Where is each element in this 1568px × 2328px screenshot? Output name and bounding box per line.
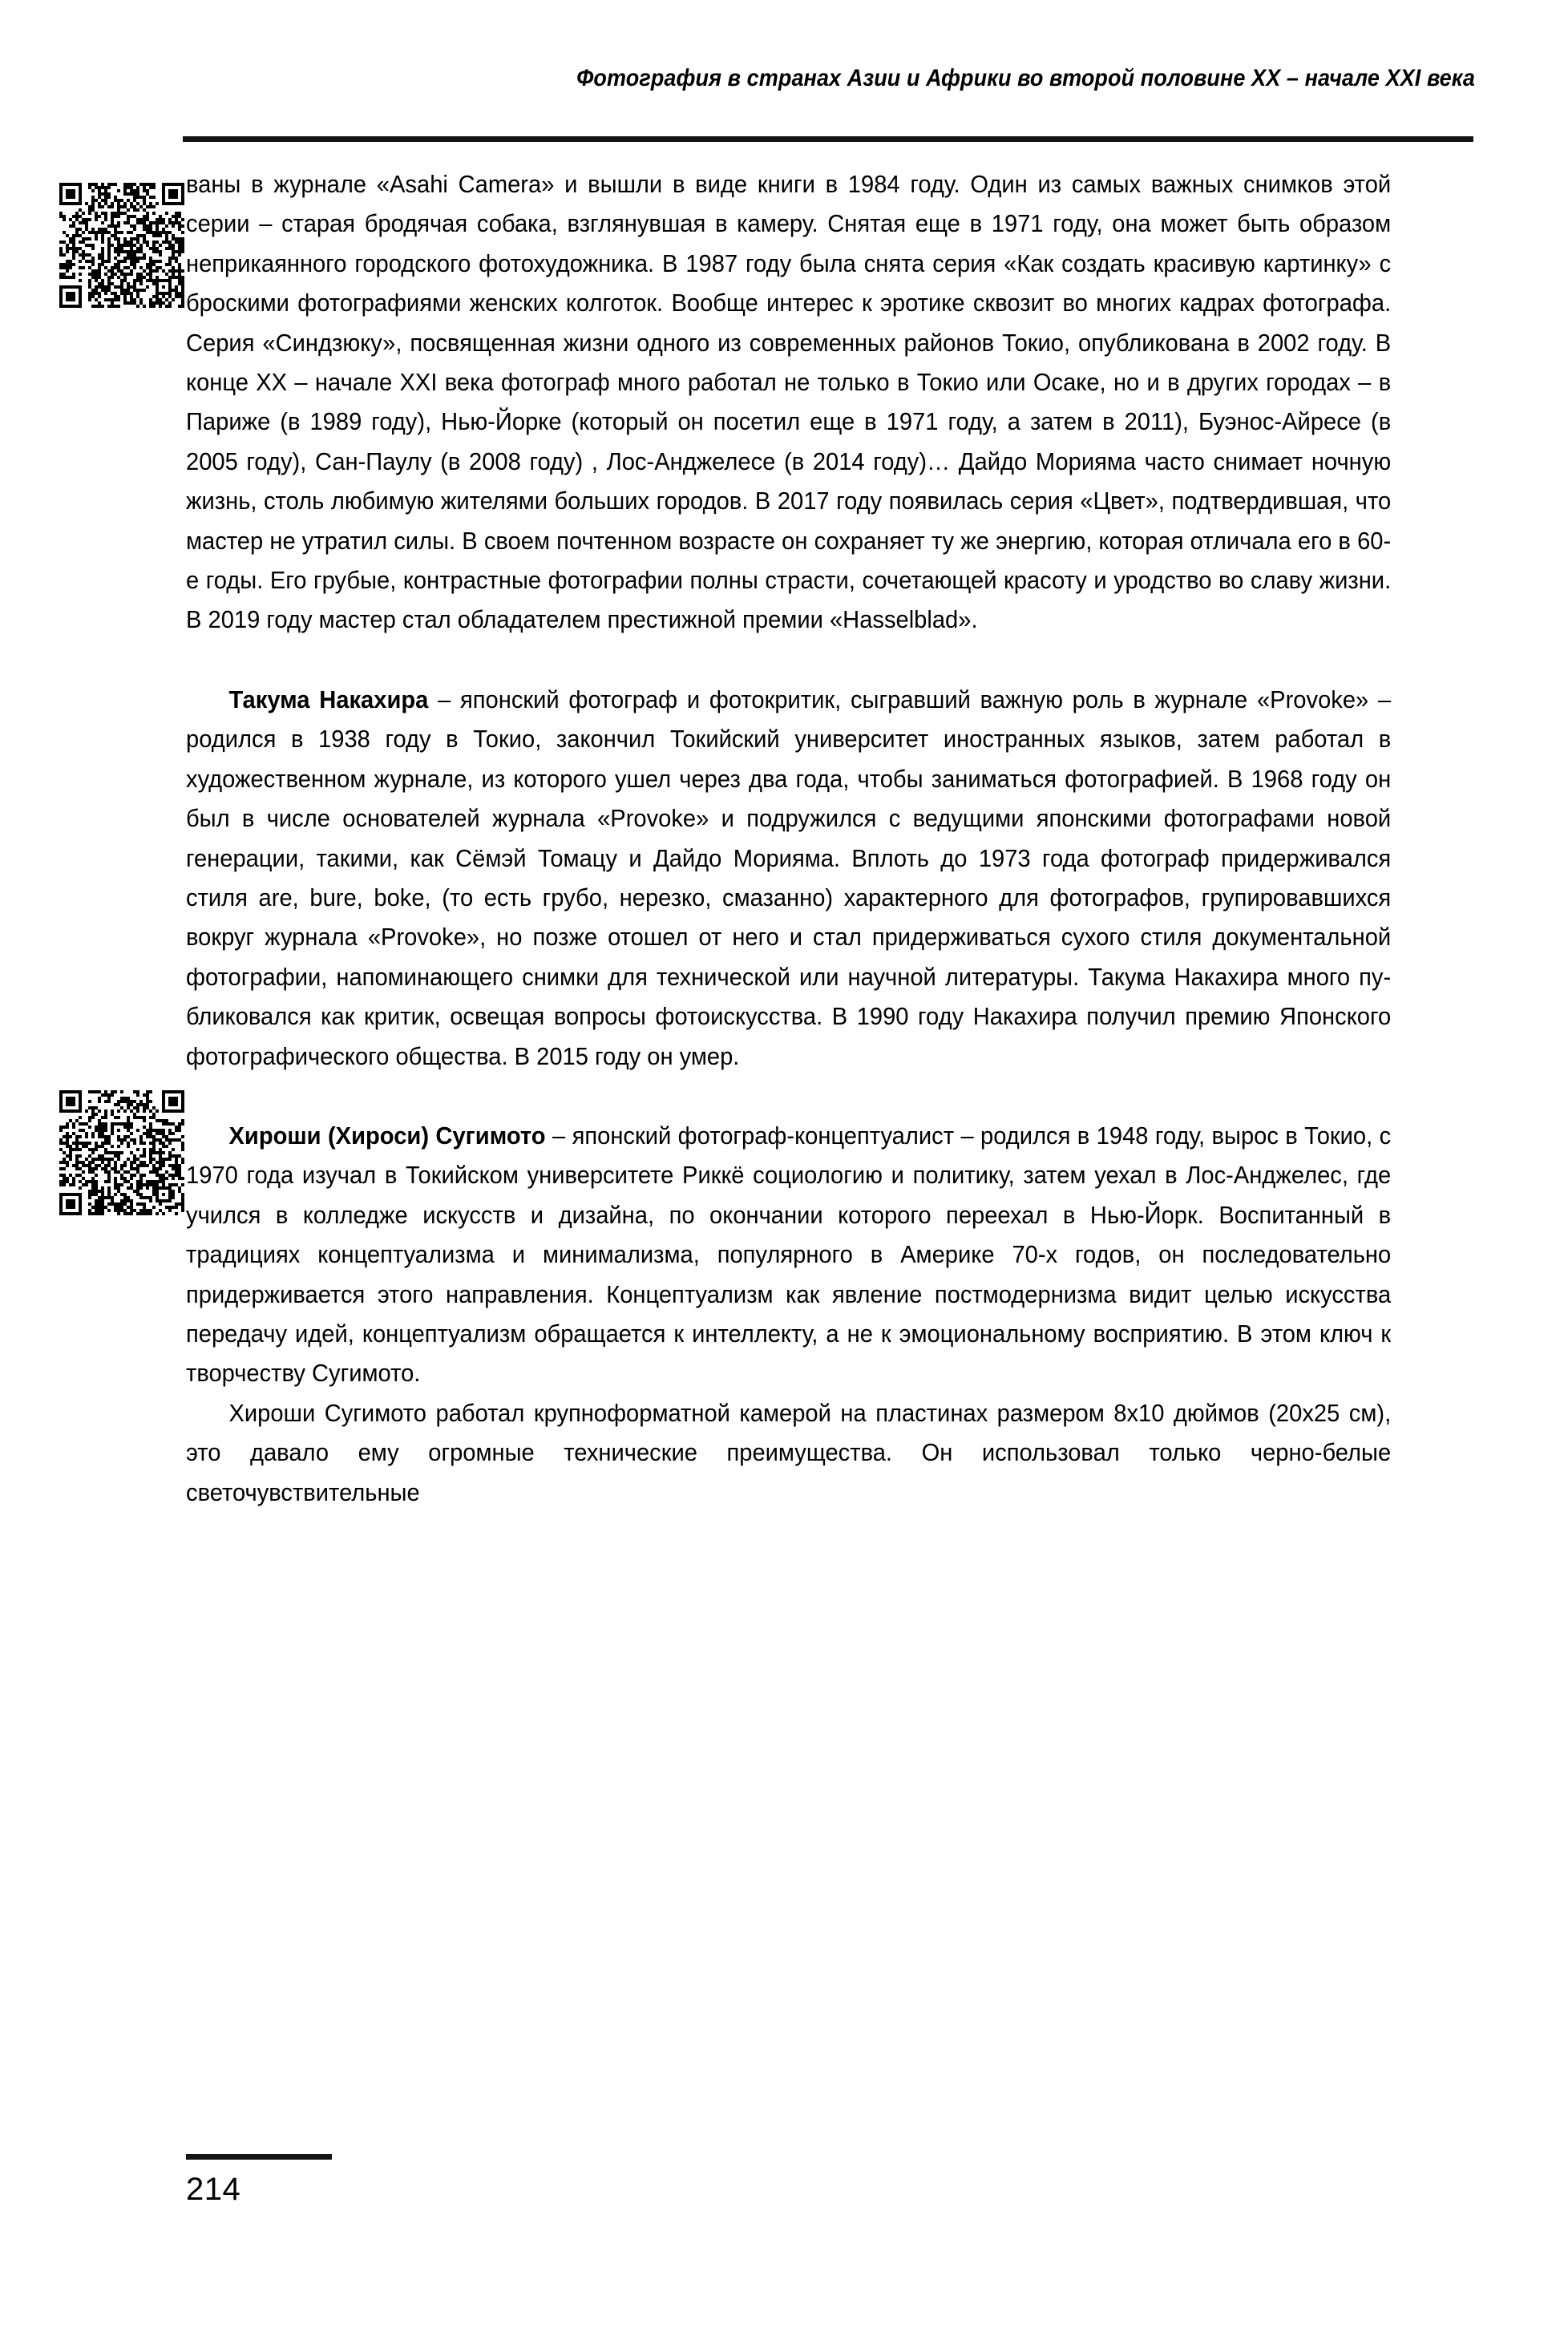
paragraph-sugimoto-camera-text: Хироши Сугимото работал крупноформатной камерой на пластинах размером 8х10 дюймов (20х25 см), это давало ему огромные технические преимущества. Он использовал только черно-белые светочувствительные — [186, 1399, 1392, 1506]
paragraph-nakahira-text: – японский фотограф и фотокритик, сыгравший важную роль в журнале «Provoke» – родился в 1938 году в Токио, закончил Токийский университет иностранных языков, затем работал в художественном журнале, из которого ушел через два года, чтобы заниматься фотографией. В 1968 году он был в числе основателей журнала «Provoke» и подружился с ведущими японскими фотографами новой генерации, такими, как Сёмэй Томацу и Дайдо Морияма. Вплоть до 1973 года фотограф придерживался стиля are, bure, boke, (то есть грубо, нерезко, смазанно) характерного для фотографов, групировавшихся вокруг журнала «Provoke», но позже отошел от него и стал придерживаться сухого стиля документальной фотографии, напоминающего снимки для технической или научной литературы. Такума Накахира много публиковался как критик, освещая вопросы фотоискусства. В 1990 году Накахира получил премию Японского фотографического общества. В 2015 году он умер. — [186, 685, 1392, 1070]
qr-code-icon-middle[interactable] — [59, 1090, 184, 1215]
paragraph-moriyama — [186, 165, 1391, 641]
page-number: 214 — [186, 2172, 241, 2207]
footer-rule — [186, 2154, 332, 2160]
paragraph-sugimoto-camera — [186, 1394, 1391, 1513]
paragraph-moriyama-text: ваны в журнале «Asahi Camera» и вышли в виде книги в 1984 году. Один из самых важных снимков этой серии – старая бродячая собака, взглянувшая в камеру. Снятая еще в 1971 году, она может быть образом неприкаянного городского фотохудожника. В 1987 году была снята серия «Как создать красивую картинку» с броскими фотографиями женских колготок. Вообще интерес к эротике сквозит во многих кадрах фотографа. Серия «Синдзюку», посвященная жизни одного из современных районов Токио, опубликована в 2002 году. В конце XX – начале XXI века фотограф много работал не только в Токио или Осаке, но и в других городах – в Париже (в 1989 году), Нью-Йорке (который он посетил еще в 1971 году, а затем в 2011), Буэнос-Айресе (в 2005 году), Сан-Паулу (в 2008 году) , Лос-Анджелесе (в 2014 году)… Дайдо Морияма часто снимает ночную жизнь, столь любимую жителями больших городов. В 2017 году появилась серия «Цвет», подтвердившая, что мастер не утратил силы. В своем почтенном возрасте он сохраняет ту же энергию, которая отличала его в 60-е годы. Его грубые, контрастные фотографии полны страсти, сочетающей красоту и уродство во славу жизни. В 2019 году мастер стал обладателем престижной премии «Hasselblad». — [186, 171, 1392, 634]
lead-in-nakahira: Такума Накахира — [228, 685, 429, 713]
header-rule — [183, 136, 1473, 142]
qr-code-icon-top[interactable] — [59, 183, 184, 308]
lead-in-sugimoto: Хироши (Хироси) Сугимото — [228, 1122, 546, 1150]
paragraph-nakahira — [186, 681, 1391, 1077]
text-column — [186, 165, 1392, 1513]
paragraph-sugimoto-text: – японский фотограф-концептуалист – родился в 1948 году, вырос в Токио, с 1970 года изучал в Токийском университете Риккё социологию и политику, затем уехал в Лос-Анджелес, где учился в колледже искусств и дизайна, по окончании которого переехал в Нью-Йорк. Воспитанный в традициях концептуализма и минимализма, популярного в Америке 70-х годов, он последовательно придерживается этого направления. Концептуализм как явление постмодернизма видит целью искусства передачу идей, концептуализм обращается к интеллекту, а не к эмоциональному восприятию. В этом ключ к творчеству Сугимото. — [186, 1122, 1392, 1388]
running-head: Фотография в странах Азии и Африки во второй половине XX – начале XXI века — [576, 65, 1475, 91]
paragraph-sugimoto — [186, 1117, 1391, 1394]
